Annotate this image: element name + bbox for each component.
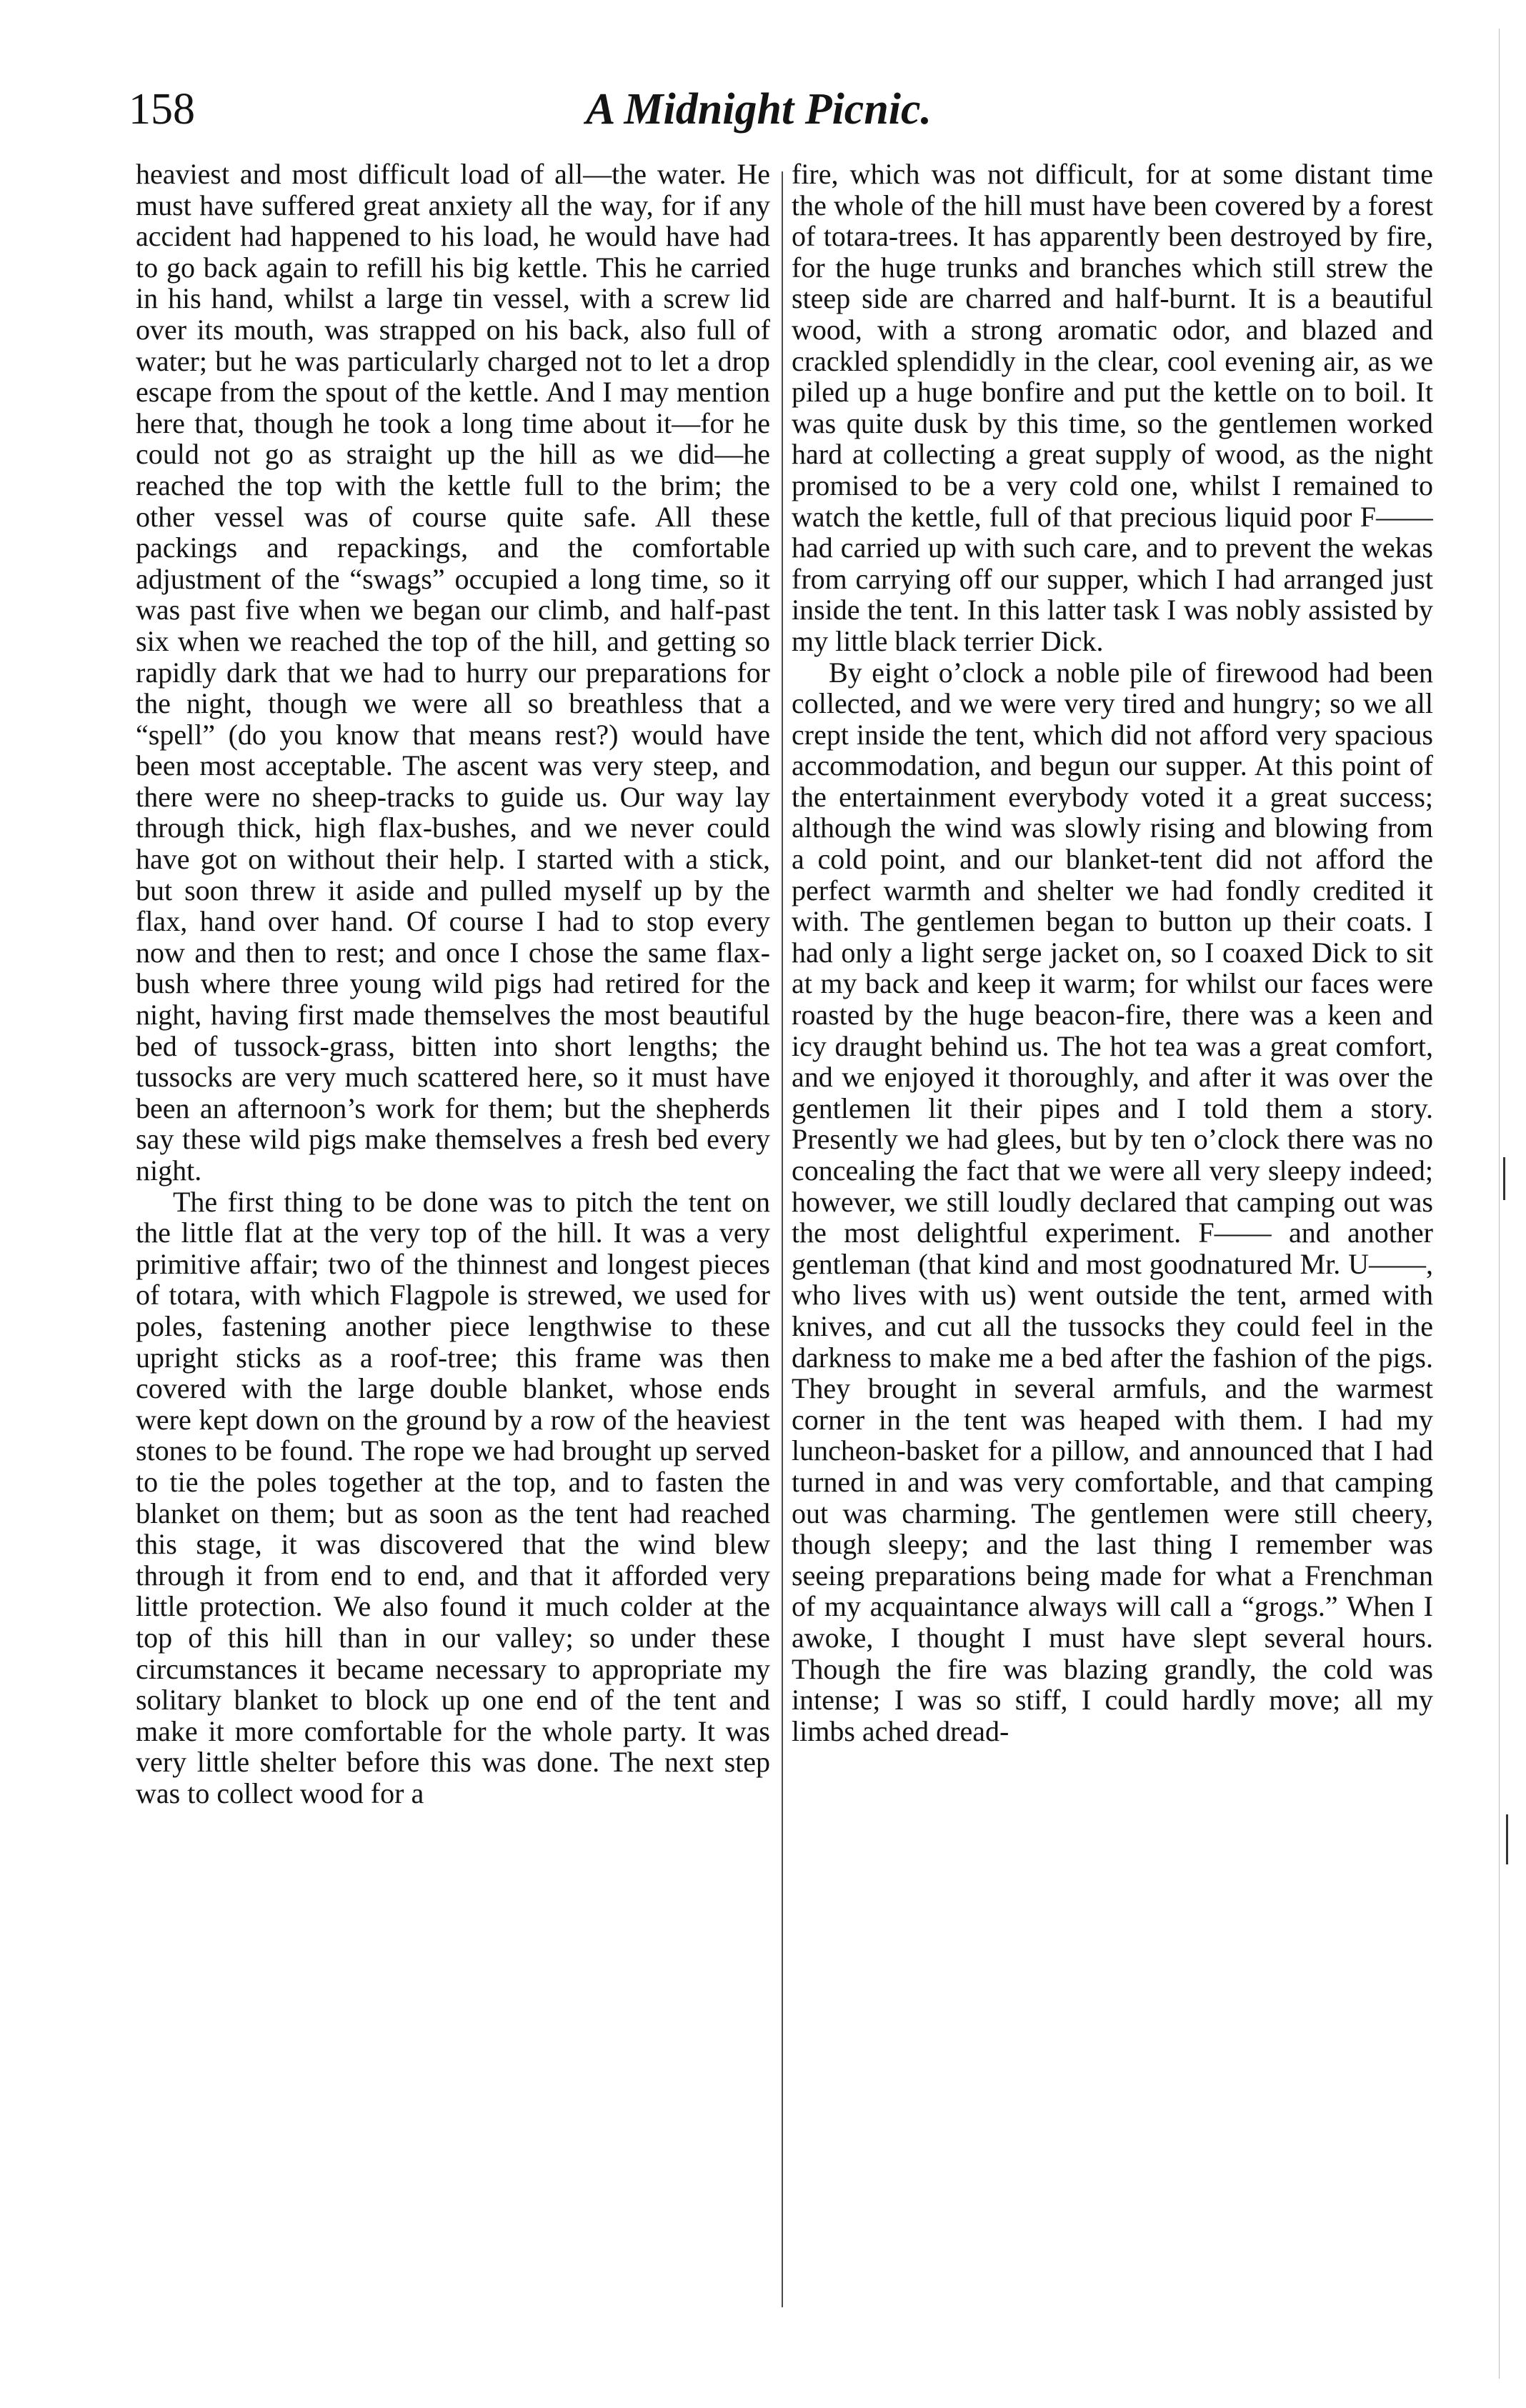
binding-mark [1503, 1157, 1505, 1200]
paragraph: heaviest and most difficult load of all—the water. He must have suffered great anxiety all the way, for if any accident had happened to his load, he would have had to go back again to refill his big kettle. This he carried in his hand, whilst a large tin vessel, with a screw lid over its mouth, was strapped on his back, also full of water; but he was particularly charged not to let a drop escape from the spout of the kettle. And I may mention here that, though he took a long time about it—for he could not go as straight up the hill as we did—he reached the top with the kettle full to the brim; the other vessel was of course quite safe. All these packings and repackings, and the comfortable adjustment of the “swags” occupied a long time, so it was past five when we began our climb, and half-past six when we reached the top of the hill, and getting so rapidly dark that we had to hurry our preparations for the night, though we were all so breathless that a “spell” (do you know that means rest?) would have been most acceptable. The ascent was very steep, and there were no sheep-tracks to guide us. Our way lay through thick, high flax-bushes, and we never could have got on without their help. I started with a stick, but soon threw it aside and pulled myself up by the flax, hand over hand. Of course I had to stop every now and then to rest; and once I chose the same flax-bush where three young wild pigs had retired for the night, having first made themselves the most beautiful bed of tussock-grass, bitten into short lengths; the tussocks are very much scattered here, so it must have been an afternoon’s work for them; but the shepherds say these wild pigs make themselves a fresh bed every night. [136, 159, 770, 1186]
left-column [136, 159, 770, 2309]
paragraph: The first thing to be done was to pitch the tent on the little flat at the very top of the hill. It was a very primitive affair; two of the thinnest and longest pieces of totara, with which Flagpole is strewed, we used for poles, fastening another piece lengthwise to these upright sticks as a roof-tree; this frame was then covered with the large double blanket, whose ends were kept down on the ground by a row of the heaviest stones to be found. The rope we had brought up served to tie the poles together at the top, and to fasten the blanket on them; but as soon as the tent had reached this stage, it was discovered that the wind blew through it from end to end, and that it afforded very little protection. We also found it much colder at the top of this hill than in our valley; so under these circumstances it became necessary to appropriate my solitary blanket to block up one end of the tent and make it more comfortable for the whole party. It was very little shelter before this was done. The next step was to collect wood for a [136, 1185, 770, 1809]
column-divider [782, 171, 783, 2307]
running-head [114, 84, 979, 149]
binding-mark [1506, 1814, 1508, 1864]
running-title: A Midnight Picnic. [586, 85, 932, 134]
paragraph: fire, which was not difficult, for at some distant time the whole of the hill must have been covered by a forest of totara-trees. It has apparently been destroyed by fire, for the huge trunks and branches which still strew the steep side are charred and half-burnt. It is a beautiful wood, with a strong aromatic odor, and blazed and crackled splendidly in the clear, cool evening air, as we piled up a huge bonfire and put the kettle on to boil. It was quite dusk by this time, so the gentlemen worked hard at collecting a great supply of wood, as the night promised to be a very cold one, whilst I remained to watch the kettle, full of that precious liquid poor F——had carried up with such care, and to prevent the wekas from carrying off our supper, which I had arranged just inside the tent. In this latter task I was nobly assisted by my little black terrier Dick. [792, 159, 1433, 657]
paragraph: By eight o’clock a noble pile of firewood had been collected, and we were very tired and hungry; so we all crept inside the tent, which did not afford very spacious accommodation, and begun our supper. At this point of the entertainment everybody voted it a great success; although the wind was slowly rising and blowing from a cold point, and our blanket-tent did not afford the perfect warmth and shelter we had fondly credited it with. The gentlemen began to button up their coats. I had only a light serge jacket on, so I coaxed Dick to sit at my back and keep it warm; for whilst our faces were roasted by the huge beacon-fire, there was a keen and icy draught behind us. The hot tea was a great comfort, and we enjoyed it thoroughly, and after it was over the gentlemen lit their pipes and I told them a story. Presently we had glees, but by ten o’clock there was no concealing the fact that we were all very sleepy indeed; however, we still loudly declared that camping out was the most delightful experiment. F—— and another gentleman (that kind and most goodnatured Mr. U——, who lives with us) went outside the tent, armed with knives, and cut all the tussocks they could feel in the darkness to make me a bed after the fashion of the pigs. They brought in several armfuls, and the warmest corner in the tent was heaped with them. I had my luncheon-basket for a pillow, and announced that I had turned in and was very comfortable, and that camping out was charming. The gentlemen were still cheery, though sleepy; and the last thing I remember was seeing preparations being made for what a Frenchman of my acquaintance always will call a “grogs.” When I awoke, I thought I must have slept several hours. Though the fire was blazing grandly, the cold was intense; I was so stiff, I could hardly move; all my limbs ached dread- [792, 656, 1433, 1747]
page-number: 158 [129, 85, 195, 134]
right-column [792, 159, 1433, 2309]
page-edge-line [1499, 29, 1500, 2379]
